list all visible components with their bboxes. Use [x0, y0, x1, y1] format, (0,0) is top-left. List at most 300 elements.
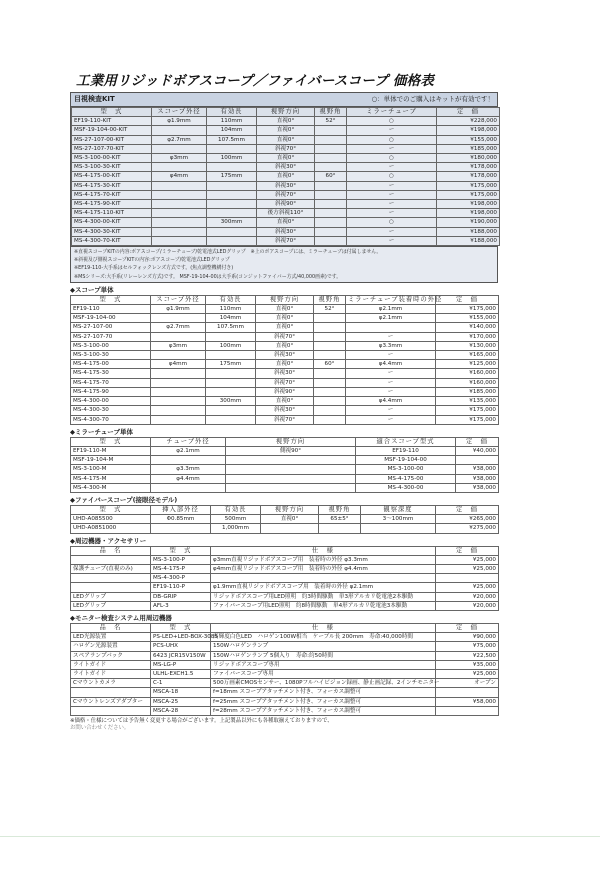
table-row [72, 126, 500, 135]
table-row [71, 446, 499, 455]
table-cell: MSCA-18 [151, 688, 211, 697]
table-cell [207, 227, 257, 236]
table-cell [436, 574, 499, 583]
table-cell: ライトガイド [71, 669, 151, 678]
table-cell [152, 163, 207, 172]
table-row [71, 406, 499, 415]
table-cell: ¥198,000 [437, 209, 500, 218]
monitor-table-header [71, 623, 499, 632]
table-cell: ¥130,000 [436, 341, 499, 350]
fiber-table-header [71, 505, 499, 514]
kit-table-header [72, 108, 500, 117]
col-header: 視野角 [315, 108, 347, 117]
table-row [71, 323, 499, 332]
table-cell: 300mm [206, 397, 256, 406]
accessories-heading: ◆周辺機器・アクセサリー [70, 536, 147, 545]
table-row [71, 515, 499, 524]
col-header: 仕 様 [211, 546, 436, 555]
table-cell: オープン [436, 679, 499, 688]
table-cell: 60° [315, 172, 347, 181]
table-cell [152, 209, 207, 218]
table-cell: リジッドボアスコープ専用 [211, 660, 436, 669]
kit-note: ※直視スコープKITの内容:ボアスコープ/ミラーチューブ/乾電池式LEDグリップ ※上のボアスコープには、ミラーチューブは付属しません。 [74, 249, 382, 256]
table-cell: 150Wハロゲンランプ [211, 642, 436, 651]
table-row [71, 369, 499, 378]
price-sheet [70, 70, 498, 732]
table-cell: リジッドボアスコープ用LED照明 約3時間駆動 単3形アルカリ乾電池2本駆動 [211, 592, 436, 601]
table-cell: ¥20,000 [436, 601, 499, 610]
table-cell: ¥185,000 [437, 144, 500, 153]
table-cell: 110mm [206, 305, 256, 314]
col-header: 定 価 [436, 546, 499, 555]
table-cell: Cマウントカメラ [71, 679, 151, 688]
table-cell: ¥25,000 [436, 555, 499, 564]
table-cell: 107.5mm [206, 323, 256, 332]
col-header: 仕 様 [211, 623, 436, 632]
table-cell: MS-4-300-00 [71, 397, 151, 406]
table-row [71, 465, 499, 474]
table-cell [226, 456, 356, 465]
table-cell: 直視0° [256, 314, 314, 323]
table-cell: ¥125,000 [436, 360, 499, 369]
table-cell: Cマウントレンズアダプター [71, 697, 151, 706]
table-cell: 直視0° [257, 126, 315, 135]
table-cell: ¥155,000 [437, 135, 500, 144]
table-cell: Φ0.85mm [151, 515, 211, 524]
table-cell: ¥175,000 [437, 181, 500, 190]
scope-table-header [71, 295, 499, 304]
table-cell [346, 323, 436, 332]
col-header: 品 名 [71, 623, 151, 632]
col-header: 品 名 [71, 546, 151, 555]
col-header: 観察深度 [361, 505, 436, 514]
col-header: 視野方向 [261, 505, 319, 514]
table-cell: MS-LG-P [151, 660, 211, 669]
table-cell: 斜視30° [257, 227, 315, 236]
fiber-heading: ◆ファイバースコープ(接眼径モデル) [70, 495, 178, 504]
table-cell: ULHL-EXCH1.5 [151, 669, 211, 678]
table-cell: ¥228,000 [437, 117, 500, 126]
table-cell: φ2.1mm [346, 305, 436, 314]
table-cell [207, 181, 257, 190]
table-cell: 107.5mm [207, 135, 257, 144]
table-cell: ファイバースコープ用LED照明 約8時間駆動 単4形アルカリ乾電池3本駆動 [211, 601, 436, 610]
table-cell: ¥188,000 [437, 236, 500, 245]
table-cell [71, 688, 151, 697]
col-header: チューブ外径 [151, 437, 226, 446]
table-row [71, 483, 499, 492]
table-cell: φ1.9mm直視リジッドボアスコープ用 装着時の外径 φ2.1mm [211, 583, 436, 592]
table-cell: 60° [314, 360, 346, 369]
table-cell [206, 387, 256, 396]
table-cell: ファイバースコープ専用 [211, 669, 436, 678]
table-cell [261, 524, 319, 533]
table-row [72, 117, 500, 126]
table-cell: ¥58,000 [436, 697, 499, 706]
table-cell: φ2.7mm [152, 135, 207, 144]
mirror-heading: ◆ミラーチューブ単体 [70, 427, 133, 436]
table-cell [315, 181, 347, 190]
table-row [71, 633, 499, 642]
table-row [71, 378, 499, 387]
table-cell: 直視0° [256, 360, 314, 369]
table-cell: ¥155,000 [436, 314, 499, 323]
footer-note-2: お問い合わせください。 [70, 724, 130, 731]
table-cell: 150Wハロゲンランプ 5個入り 寿命:約50時間 [211, 651, 436, 660]
table-cell [151, 456, 226, 465]
table-cell: C-1 [151, 679, 211, 688]
table-cell: ¥185,000 [436, 387, 499, 396]
table-cell: MSCA-28 [151, 706, 211, 715]
table-cell: EF19-110-P [151, 583, 211, 592]
table-row [72, 200, 500, 209]
table-cell: ¥175,000 [436, 305, 499, 314]
table-cell [206, 369, 256, 378]
table-row [71, 697, 499, 706]
table-cell: ー [346, 332, 436, 341]
col-header: 視野角 [314, 295, 346, 304]
table-cell: 直視0° [256, 341, 314, 350]
table-cell: MS-4-300-00-KIT [72, 218, 152, 227]
table-cell: MS-4-300-70-KIT [72, 236, 152, 245]
table-cell: PCS-UHX [151, 642, 211, 651]
kit-section [70, 92, 498, 283]
col-header: 視野方向 [226, 437, 356, 446]
scope-table-body [71, 305, 499, 425]
table-cell: UHD-A0851000 [71, 524, 151, 533]
col-header: 視野角 [319, 505, 361, 514]
table-cell [71, 706, 151, 715]
table-cell: 175mm [206, 360, 256, 369]
table-cell: 104mm [206, 314, 256, 323]
table-cell: 斜視70° [257, 236, 315, 245]
table-cell: MS-4-175-00 [71, 360, 151, 369]
table-cell [152, 236, 207, 245]
table-cell [152, 218, 207, 227]
table-cell: MS-4-175-90 [71, 387, 151, 396]
table-cell: φ4mm [151, 360, 206, 369]
table-cell [207, 236, 257, 245]
table-row [71, 555, 499, 564]
table-cell: ー [346, 351, 436, 360]
col-header: 定 価 [456, 437, 499, 446]
table-row [71, 415, 499, 424]
page-divider [0, 836, 600, 837]
table-cell [151, 351, 206, 360]
table-cell [152, 227, 207, 236]
mirror-table-body [71, 446, 499, 492]
table-cell: ¥165,000 [436, 351, 499, 360]
table-cell: 側視90° [226, 446, 356, 455]
table-cell: 斜視70° [257, 144, 315, 153]
table-cell: ¥178,000 [437, 172, 500, 181]
table-cell: 6423 JCR15V150W [151, 651, 211, 660]
table-cell: f=25mm スコープアタッチメント付き、フォーカス調整可 [211, 697, 436, 706]
table-row [71, 397, 499, 406]
table-cell: 保護チューブ(直視のみ) [71, 564, 151, 573]
table-cell [315, 135, 347, 144]
table-cell: MS-4-175-P [151, 564, 211, 573]
table-cell: MS-4-175-00 [356, 474, 456, 483]
table-cell: MS-4-175-90-KIT [72, 200, 152, 209]
col-header: 定 価 [436, 295, 499, 304]
table-cell: ○ [347, 117, 437, 126]
table-cell: 直視0° [257, 135, 315, 144]
table-row [71, 332, 499, 341]
table-cell: MS-3-100-00 [356, 465, 456, 474]
table-row [71, 351, 499, 360]
table-cell: 斜視90° [257, 200, 315, 209]
table-cell: ハロゲン光源装置 [71, 642, 151, 651]
table-cell: PS-LED+LED-BOX-3085 [151, 633, 211, 642]
table-cell: φ4.4mm [151, 474, 226, 483]
col-header: ミラーチューブ装着時の外径 [346, 295, 436, 304]
table-row [72, 218, 500, 227]
table-cell [207, 190, 257, 199]
table-cell: 斜視70° [256, 332, 314, 341]
table-cell: φ1.9mm [151, 305, 206, 314]
table-row [71, 592, 499, 601]
table-cell [151, 314, 206, 323]
table-cell [211, 574, 436, 583]
table-cell: EF19-110-KIT [72, 117, 152, 126]
kit-note: ※EF19-110-大手系はセルフォックレンズ方式です。(焦点調整機構付き) [74, 265, 234, 272]
scope-heading: ◆スコープ単体 [70, 285, 114, 294]
table-cell: ○ [347, 154, 437, 163]
table-cell: 直視0° [256, 305, 314, 314]
table-cell: φ4mm [152, 172, 207, 181]
table-cell: ¥265,000 [436, 515, 499, 524]
table-cell: 52° [315, 117, 347, 126]
col-header: 有効長 [211, 505, 261, 514]
col-header: 視野方向 [256, 295, 314, 304]
table-cell: MS-3-100-00 [71, 341, 151, 350]
table-cell: ライトガイド [71, 660, 151, 669]
table-cell: MS-3-100-30-KIT [72, 163, 152, 172]
table-cell: ¥175,000 [436, 415, 499, 424]
table-cell: ¥188,000 [437, 227, 500, 236]
table-cell: ー [347, 190, 437, 199]
table-cell: ¥175,000 [436, 406, 499, 415]
table-cell: φ3mm [152, 154, 207, 163]
col-header: 定 価 [437, 108, 500, 117]
table-row [72, 135, 500, 144]
table-cell: EF19-110 [71, 305, 151, 314]
table-cell: 斜視70° [257, 190, 315, 199]
table-cell: ¥25,000 [436, 564, 499, 573]
table-row [72, 190, 500, 199]
table-row [72, 236, 500, 245]
table-cell: DB-GRIP [151, 592, 211, 601]
table-row [72, 227, 500, 236]
table-cell: ¥180,000 [437, 154, 500, 163]
col-header: 型 式 [72, 108, 152, 117]
table-cell [207, 200, 257, 209]
col-header: 定 価 [436, 505, 499, 514]
table-cell [315, 163, 347, 172]
table-cell: ¥178,000 [437, 163, 500, 172]
table-row [71, 360, 499, 369]
table-cell: 直視0° [256, 323, 314, 332]
table-cell [456, 456, 499, 465]
table-cell: 3～100mm [361, 515, 436, 524]
table-cell [151, 332, 206, 341]
table-cell: ¥160,000 [436, 378, 499, 387]
accessories-table-header [71, 546, 499, 555]
table-cell: ー [347, 163, 437, 172]
table-cell: 175mm [207, 172, 257, 181]
col-header: ミラーチューブ [347, 108, 437, 117]
table-cell [436, 688, 499, 697]
table-cell [151, 483, 226, 492]
col-header: 型 式 [151, 623, 211, 632]
table-cell: ¥75,000 [436, 642, 499, 651]
table-cell [315, 236, 347, 245]
table-cell: 斜視70° [256, 415, 314, 424]
table-cell: ○ [347, 218, 437, 227]
table-row [71, 583, 499, 592]
table-cell [315, 126, 347, 135]
table-cell [315, 218, 347, 227]
kit-note: ※MSシリーズ:大手系(リレーレンズ方式)です。 MSF-19-104-00は大手系(コンジットファイバー方式/40,000画素)です。 [74, 273, 342, 280]
table-cell: EF19-110-M [71, 446, 151, 455]
table-cell: UHD-A085500 [71, 515, 151, 524]
table-cell: MS-4-175-00-KIT [72, 172, 152, 181]
table-cell: ¥275,000 [436, 524, 499, 533]
table-cell: ¥20,000 [436, 592, 499, 601]
col-header: 定 価 [436, 623, 499, 632]
table-cell: 104mm [207, 126, 257, 135]
table-cell [315, 190, 347, 199]
table-cell: 直視0° [257, 172, 315, 181]
table-cell: MS-4-175-M [71, 474, 151, 483]
table-cell: φ4.4mm [346, 397, 436, 406]
table-cell [207, 209, 257, 218]
table-cell [152, 126, 207, 135]
table-cell: 斜視30° [256, 406, 314, 415]
table-cell [151, 415, 206, 424]
table-cell: MS-27-107-70-KIT [72, 144, 152, 153]
table-cell: ¥38,000 [456, 465, 499, 474]
table-cell: ー [347, 200, 437, 209]
table-cell [314, 314, 346, 323]
fiber-table-body [71, 515, 499, 533]
table-row [71, 305, 499, 314]
table-cell: 500mm [211, 515, 261, 524]
table-cell [151, 524, 211, 533]
table-cell: MS-4-300-30 [71, 406, 151, 415]
table-cell [315, 209, 347, 218]
table-cell: ¥175,000 [437, 190, 500, 199]
table-row [71, 524, 499, 533]
table-cell [315, 154, 347, 163]
table-cell [314, 351, 346, 360]
table-cell: 直視0° [256, 397, 314, 406]
table-cell: ー [347, 144, 437, 153]
table-cell [361, 524, 436, 533]
table-row [71, 314, 499, 323]
table-row [72, 154, 500, 163]
table-cell [71, 574, 151, 583]
table-cell [314, 341, 346, 350]
table-row [71, 474, 499, 483]
table-cell: 1,000mm [211, 524, 261, 533]
table-cell: スペアランプパック [71, 651, 151, 660]
table-cell: MS-4-300-P [151, 574, 211, 583]
table-cell: LEDグリップ [71, 592, 151, 601]
table-cell [314, 369, 346, 378]
table-cell: 直視0° [257, 154, 315, 163]
table-cell: φ2.1mm [151, 446, 226, 455]
table-cell: ー [347, 181, 437, 190]
monitor-heading: ◆モニター検査システム用周辺機器 [70, 613, 172, 622]
col-header: 有効長 [206, 295, 256, 304]
table-cell: 110mm [207, 117, 257, 126]
table-cell: 300mm [207, 218, 257, 227]
table-cell: ー [347, 227, 437, 236]
table-cell [206, 406, 256, 415]
table-cell: MS-27-107-70 [71, 332, 151, 341]
table-cell: MS-4-300-M [71, 483, 151, 492]
table-cell: ¥25,000 [436, 669, 499, 678]
table-cell [152, 181, 207, 190]
table-cell: φ4mm直視リジッドボアスコープ用 装着時の外径 φ4.4mm [211, 564, 436, 573]
col-header: 型 式 [71, 505, 151, 514]
table-cell [151, 406, 206, 415]
table-cell [314, 323, 346, 332]
table-cell: EF19-110 [356, 446, 456, 455]
table-cell: f=28mm スコープアタッチメント付き、フォーカス調整可 [211, 706, 436, 715]
table-cell: ¥40,000 [456, 446, 499, 455]
table-cell: φ1.9mm [152, 117, 207, 126]
col-header: 挿入部外径 [151, 505, 211, 514]
table-row [72, 181, 500, 190]
table-cell: φ4.4mm [346, 360, 436, 369]
table-cell: ー [347, 209, 437, 218]
table-cell: MSCA-25 [151, 697, 211, 706]
table-cell: φ2.1mm [346, 314, 436, 323]
col-header: 有効長 [207, 108, 257, 117]
table-cell: f=18mm スコープアタッチメント付き、フォーカス調整可 [211, 688, 436, 697]
table-cell [71, 583, 151, 592]
table-cell [151, 369, 206, 378]
table-cell [206, 415, 256, 424]
monitor-table [70, 623, 499, 716]
table-cell: ー [346, 378, 436, 387]
table-cell: 65±5° [319, 515, 361, 524]
table-cell: 52° [314, 305, 346, 314]
table-cell [319, 524, 361, 533]
table-cell: φ3mm [151, 341, 206, 350]
table-cell [314, 378, 346, 387]
table-cell: ー [346, 387, 436, 396]
table-cell [226, 465, 356, 474]
table-cell: 斜視30° [256, 369, 314, 378]
table-row [71, 651, 499, 660]
table-cell: 斜視30° [257, 163, 315, 172]
table-cell: AFL-3 [151, 601, 211, 610]
table-cell [315, 227, 347, 236]
accessories-table-body [71, 555, 499, 610]
col-header: 型 式 [71, 295, 151, 304]
table-row [72, 172, 500, 181]
table-row [72, 209, 500, 218]
table-cell: ○ [347, 135, 437, 144]
table-cell: MS-3-100-00-KIT [72, 154, 152, 163]
fiber-table [70, 505, 499, 534]
table-cell [152, 190, 207, 199]
table-cell: 斜視70° [256, 378, 314, 387]
